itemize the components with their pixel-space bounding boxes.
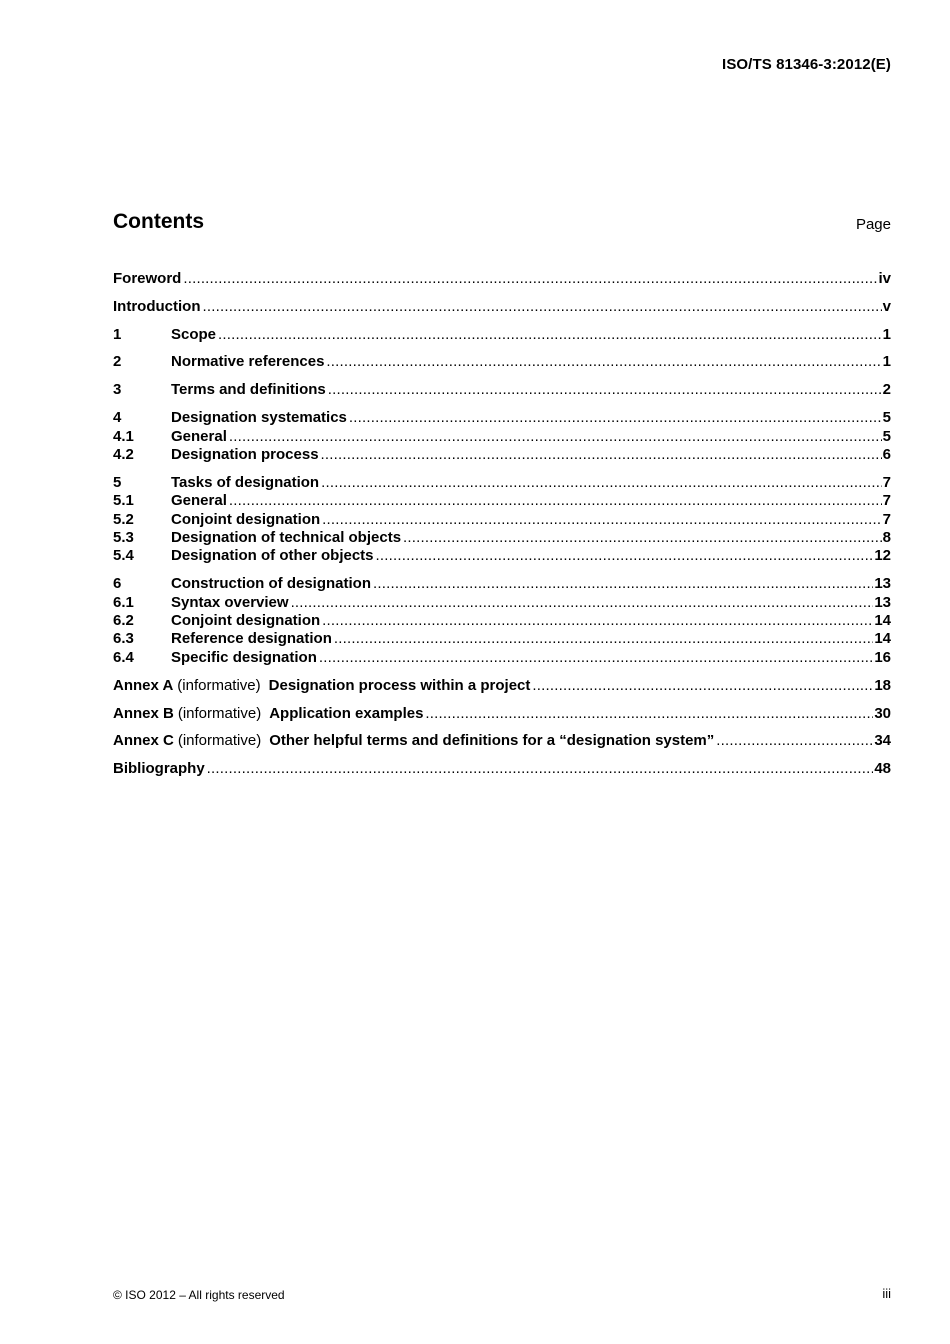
- toc-entry-page: 13: [874, 594, 891, 611]
- toc-entry-number: 6.3: [113, 630, 134, 647]
- dot-leader: [202, 298, 881, 316]
- toc-entry-title: Terms and definitions: [171, 381, 326, 398]
- toc-entry-number: 2: [113, 353, 122, 370]
- dot-leader: [291, 594, 874, 612]
- dot-leader: [403, 529, 882, 547]
- toc-entry-bibliography[interactable]: [113, 760, 891, 778]
- toc-entry-title: Scope: [171, 326, 217, 343]
- toc-entry-title: Specific designation: [171, 649, 317, 666]
- toc-entry-title: Foreword: [113, 270, 182, 287]
- dot-leader: [322, 612, 873, 630]
- dot-leader: [328, 381, 882, 399]
- toc-entry-number: 5.4: [113, 547, 134, 564]
- toc-entry-annex-b[interactable]: [113, 705, 891, 723]
- toc-entry-page: 6: [882, 446, 891, 463]
- toc-entry-page: 13: [874, 575, 891, 592]
- toc-entry-6-2[interactable]: [113, 612, 891, 630]
- toc-entry-3[interactable]: [113, 381, 891, 399]
- toc-entry-4-1[interactable]: [113, 428, 891, 446]
- toc-entry-title: General: [171, 492, 227, 509]
- toc-entry-title: Designation process within a project: [268, 677, 531, 694]
- toc-entry-foreword[interactable]: [113, 270, 891, 288]
- toc-entry-page: 48: [874, 760, 891, 777]
- toc-entry-number: 5.1: [113, 492, 134, 509]
- toc-entry-introduction[interactable]: [113, 298, 891, 316]
- toc-entry-number: 5.2: [113, 511, 134, 528]
- toc-entry-title: Designation process: [171, 446, 319, 463]
- toc-entry-number: 5: [113, 474, 122, 491]
- dot-leader: [326, 353, 881, 371]
- dot-leader: [349, 409, 882, 427]
- toc-entry-page: 8: [882, 529, 891, 546]
- toc-entry-6[interactable]: [113, 575, 891, 593]
- toc-entry-page: 2: [882, 381, 891, 398]
- toc-entry-number: 6.4: [113, 649, 134, 666]
- toc-entry-5[interactable]: [113, 474, 891, 492]
- dot-leader: [334, 630, 873, 648]
- contents-heading: Contents: [113, 210, 204, 233]
- dot-leader: [321, 474, 882, 492]
- dot-leader: [373, 575, 873, 593]
- toc-entry-page: 14: [874, 612, 891, 629]
- toc-entry-title: General: [171, 428, 227, 445]
- dot-leader: [207, 760, 874, 778]
- footer-page-number: iii: [882, 1286, 891, 1301]
- document-id: ISO/TS 81346-3:2012(E): [722, 56, 891, 73]
- toc-entry-page: 7: [882, 474, 891, 491]
- toc-entry-page: 5: [882, 409, 891, 426]
- dot-leader: [229, 428, 882, 446]
- dot-leader: [425, 705, 873, 723]
- toc-entry-title: Normative references: [171, 353, 325, 370]
- toc-entry-title: Construction of designation: [171, 575, 371, 592]
- toc-entry-page: v: [882, 298, 891, 315]
- toc-entry-page: 14: [874, 630, 891, 647]
- toc-entry-title: Syntax overview: [171, 594, 289, 611]
- dot-leader: [319, 649, 873, 667]
- dot-leader: [376, 547, 874, 565]
- toc-entry-number: 6.2: [113, 612, 134, 629]
- toc-entry-4-2[interactable]: [113, 446, 891, 464]
- toc-entry-title: Bibliography: [113, 760, 205, 777]
- toc-entry-page: 12: [874, 547, 891, 564]
- toc-entry-6-1[interactable]: [113, 594, 891, 612]
- page-column-label: Page: [855, 216, 891, 233]
- annex-label: Annex A: [113, 677, 174, 694]
- toc-entry-title: Conjoint designation: [171, 612, 321, 629]
- toc-entry-page: 7: [882, 492, 891, 509]
- toc-entry-number: 1: [113, 326, 122, 343]
- dot-leader: [322, 511, 882, 529]
- toc-entry-title: Application examples: [269, 705, 424, 722]
- annex-type: (informative): [177, 705, 262, 722]
- toc-entry-page: iv: [878, 270, 891, 287]
- toc-entry-4[interactable]: [113, 409, 891, 427]
- toc-entry-title: Tasks of designation: [171, 474, 320, 491]
- toc-entry-5-4[interactable]: [113, 547, 891, 565]
- toc-entry-5-3[interactable]: [113, 529, 891, 547]
- toc-entry-page: 18: [874, 677, 891, 694]
- toc-entry-6-3[interactable]: [113, 630, 891, 648]
- toc-entry-title: Reference designation: [171, 630, 332, 647]
- toc-entry-1[interactable]: [113, 326, 891, 344]
- toc-entry-5-1[interactable]: [113, 492, 891, 510]
- dot-leader: [321, 446, 882, 464]
- dot-leader: [532, 677, 873, 695]
- annex-type: (informative): [177, 732, 262, 749]
- toc-entry-number: 4.2: [113, 446, 134, 463]
- toc-entry-page: 30: [874, 705, 891, 722]
- toc-entry-title: Designation of other objects: [171, 547, 374, 564]
- toc-entry-page: 1: [882, 353, 891, 370]
- toc-entry-page: 34: [874, 732, 891, 749]
- toc-entry-annex-a[interactable]: [113, 677, 891, 695]
- toc-entry-page: 1: [882, 326, 891, 343]
- dot-leader: [183, 270, 877, 288]
- toc-entry-number: 5.3: [113, 529, 134, 546]
- toc-entry-number: 6.1: [113, 594, 134, 611]
- toc-entry-number: 3: [113, 381, 122, 398]
- annex-label: Annex B: [113, 705, 174, 722]
- toc-entry-title: Other helpful terms and definitions for a “designation system”: [269, 732, 715, 749]
- toc-entry-title: Designation of technical objects: [171, 529, 402, 546]
- toc-entry-page: 5: [882, 428, 891, 445]
- toc-entry-5-2[interactable]: [113, 511, 891, 529]
- toc-entry-annex-c[interactable]: [113, 732, 891, 750]
- toc-entry-number: 6: [113, 575, 122, 592]
- toc-entry-page: 16: [874, 649, 891, 666]
- footer-copyright: © ISO 2012 – All rights reserved: [113, 1288, 285, 1302]
- toc-entry-title: Conjoint designation: [171, 511, 321, 528]
- toc-entry-2[interactable]: [113, 353, 891, 371]
- toc-entry-title: Designation systematics: [171, 409, 347, 426]
- dot-leader: [229, 492, 882, 510]
- toc-entry-6-4[interactable]: [113, 649, 891, 667]
- toc-entry-number: 4.1: [113, 428, 134, 445]
- toc-entry-title: Introduction: [113, 298, 201, 315]
- annex-label: Annex C: [113, 732, 174, 749]
- toc-entry-page: 7: [882, 511, 891, 528]
- toc-entry-number: 4: [113, 409, 122, 426]
- annex-type: (informative): [177, 677, 261, 694]
- dot-leader: [218, 326, 882, 344]
- dot-leader: [716, 732, 873, 750]
